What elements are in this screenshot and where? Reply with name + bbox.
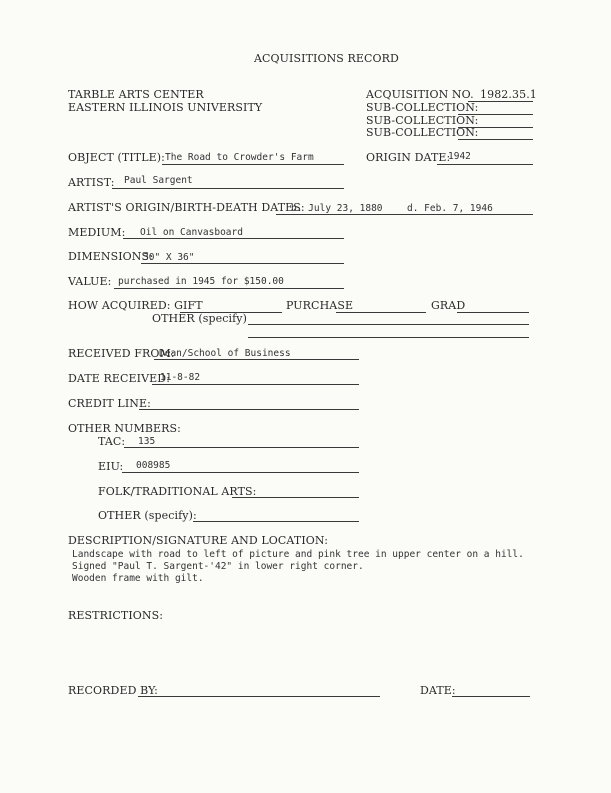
folk-arts-label: FOLK/TRADITIONAL ARTS: bbox=[98, 485, 257, 498]
description-label: DESCRIPTION/SIGNATURE AND LOCATION: bbox=[68, 534, 329, 547]
grad-line bbox=[457, 312, 529, 313]
folk-arts-line bbox=[232, 497, 359, 498]
artist-dates-line bbox=[276, 214, 533, 215]
origin-date-label: ORIGIN DATE: bbox=[366, 151, 451, 164]
dimensions-value: 30" X 36" bbox=[143, 252, 195, 263]
dimensions-label: DIMENSIONS: bbox=[68, 250, 153, 263]
value-value: purchased in 1945 for $150.00 bbox=[118, 276, 284, 287]
artist-line bbox=[112, 188, 344, 189]
grad-label: GRAD bbox=[431, 299, 466, 312]
object-title-label: OBJECT (TITLE): bbox=[68, 151, 165, 164]
received-from-value: Dean/School of Business bbox=[159, 348, 291, 359]
date-line bbox=[452, 696, 530, 697]
artist-label: ARTIST: bbox=[68, 176, 115, 189]
value-line bbox=[114, 288, 344, 289]
date-label: DATE: bbox=[420, 684, 456, 697]
artist-death-value: d. Feb. 7, 1946 bbox=[407, 203, 493, 214]
date-received-line bbox=[152, 384, 359, 385]
artist-dates-label: ARTIST'S ORIGIN/BIRTH-DEATH DATES: bbox=[68, 201, 305, 214]
recorded-by-label: RECORDED BY: bbox=[68, 684, 158, 697]
eiu-label: EIU: bbox=[98, 460, 124, 473]
eiu-line bbox=[122, 472, 359, 473]
other-specify-line-2 bbox=[248, 337, 529, 338]
received-from-line bbox=[154, 359, 359, 360]
other-numbers-specify-label: OTHER (specify): bbox=[98, 509, 197, 522]
acquisition-no-value: 1982.35.1 bbox=[480, 88, 537, 101]
tac-value: 135 bbox=[138, 436, 156, 447]
date-received-label: DATE RECEIVED: bbox=[68, 372, 171, 385]
recorded-by-line bbox=[138, 696, 380, 697]
origin-date-line bbox=[437, 164, 533, 165]
sub-collection-1-label: SUB-COLLECTION: bbox=[366, 101, 479, 114]
credit-line-label: CREDIT LINE: bbox=[68, 397, 151, 410]
value-label: VALUE: bbox=[68, 275, 112, 288]
other-specify-line-1 bbox=[248, 324, 529, 325]
form-title: ACQUISITIONS RECORD bbox=[254, 52, 399, 65]
dimensions-line bbox=[141, 263, 344, 264]
how-acquired-label: HOW ACQUIRED: GIFT bbox=[68, 299, 203, 312]
origin-date-value: 1942 bbox=[448, 151, 471, 162]
medium-line bbox=[123, 238, 344, 239]
description-line-1: Landscape with road to left of picture and pink tree in upper center on a hill. bbox=[72, 549, 524, 560]
received-from-label: RECEIVED FROM: bbox=[68, 347, 175, 360]
artist-birth-value: b. July 23, 1880 bbox=[291, 203, 383, 214]
acquisition-no-label: ACQUISITION NO. bbox=[366, 88, 474, 101]
artist-value: Paul Sargent bbox=[124, 175, 193, 186]
institution-university: EASTERN ILLINOIS UNIVERSITY bbox=[68, 101, 263, 114]
purchase-label: PURCHASE bbox=[286, 299, 354, 312]
tac-line bbox=[124, 447, 359, 448]
institution-name: TARBLE ARTS CENTER bbox=[68, 88, 204, 101]
description-line-2: Signed "Paul T. Sargent-'42" in lower right corner. bbox=[72, 561, 364, 572]
date-received-value: 11-8-82 bbox=[160, 372, 201, 383]
restrictions-label: RESTRICTIONS: bbox=[68, 609, 164, 622]
other-specify-label: OTHER (specify) bbox=[152, 312, 247, 325]
tac-label: TAC: bbox=[98, 435, 126, 448]
medium-value: Oil on Canvasboard bbox=[140, 227, 243, 238]
object-title-value: The Road to Crowder's Farm bbox=[165, 152, 314, 163]
sub-collection-2-label: SUB-COLLECTION: bbox=[366, 114, 479, 127]
sub-collection-3-label: SUB-COLLECTION: bbox=[366, 126, 479, 139]
object-title-line bbox=[162, 164, 344, 165]
purchase-line bbox=[336, 312, 426, 313]
other-numbers-specify-line bbox=[193, 521, 359, 522]
medium-label: MEDIUM: bbox=[68, 226, 126, 239]
other-numbers-label: OTHER NUMBERS: bbox=[68, 422, 181, 435]
sub-collection-3-line bbox=[458, 139, 533, 140]
eiu-value: 008985 bbox=[136, 460, 171, 471]
credit-line-line bbox=[139, 409, 359, 410]
description-line-3: Wooden frame with gilt. bbox=[72, 573, 204, 584]
